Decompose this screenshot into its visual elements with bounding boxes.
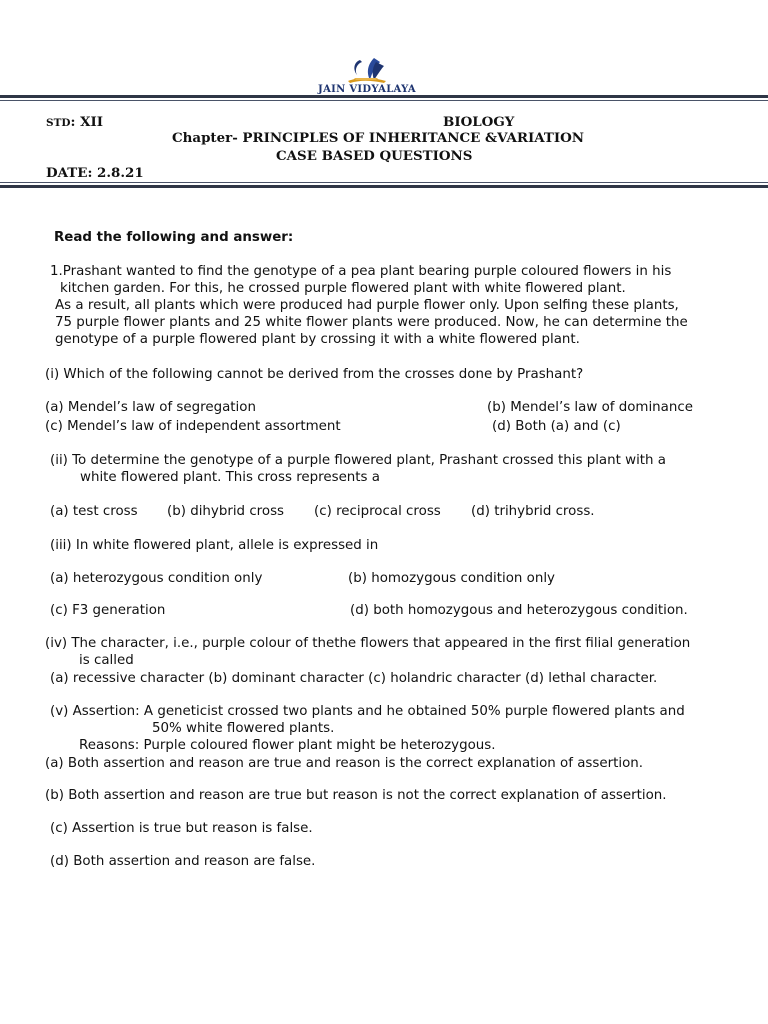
passage-line: genotype of a purple flowered plant by crossing it with a white flowered plant. <box>55 332 580 347</box>
question-5-assertion-continued: 50% white flowered plants. <box>152 721 335 736</box>
question-3: (iii) In white flowered plant, allele is expressed in <box>50 538 379 553</box>
q2-option-c: (c) reciprocal cross <box>314 504 441 519</box>
passage-line: As a result, all plants which were produced had purple flower only. Upon selfing these plants, <box>55 298 679 313</box>
q2-option-a: (a) test cross <box>50 504 138 519</box>
passage-line: kitchen garden. For this, he crossed purple flowered plant with white flowered plant. <box>60 281 626 296</box>
question-4-continued: is called <box>79 653 134 668</box>
question-4: (iv) The character, i.e., purple colour of thethe flowers that appeared in the first filial generation <box>45 636 691 651</box>
q2-option-b: (b) dihybrid cross <box>167 504 285 519</box>
passage-line: 75 purple flower plants and 25 white flower plants were produced. Now, he can determine the <box>55 315 688 330</box>
swan-emblem-icon <box>308 54 424 86</box>
q1-option-d: (d) Both (a) and (c) <box>492 419 621 434</box>
question-1: (i) Which of the following cannot be derived from the crosses done by Prashant? <box>45 367 584 382</box>
q3-option-b: (b) homozygous condition only <box>348 571 555 586</box>
chapter-title: Chapter- PRINCIPLES OF INHERITANCE &VARIATION <box>172 130 585 146</box>
worksheet-subtitle: CASE BASED QUESTIONS <box>276 148 473 164</box>
question-5-reason: Reasons: Purple coloured flower plant might be heterozygous. <box>79 738 496 753</box>
date-label: DATE: 2.8.21 <box>46 165 144 181</box>
q2-option-d: (d) trihybrid cross. <box>471 504 595 519</box>
header-bottom-rule <box>0 182 768 188</box>
q4-options: (a) recessive character (b) dominant character (c) holandric character (d) lethal character. <box>50 671 658 686</box>
instruction-text: Read the following and answer: <box>54 230 294 245</box>
q5-option-c: (c) Assertion is true but reason is false. <box>50 821 313 836</box>
q3-option-d: (d) both homozygous and heterozygous condition. <box>350 603 688 618</box>
q5-option-b: (b) Both assertion and reason are true but reason is not the correct explanation of assertion. <box>45 788 667 803</box>
q5-option-a: (a) Both assertion and reason are true and reason is the correct explanation of assertion. <box>45 756 644 771</box>
q1-option-c: (c) Mendel’s law of independent assortment <box>45 419 341 434</box>
standard-label: STD: XII <box>46 114 104 130</box>
q1-option-a: (a) Mendel’s law of segregation <box>45 400 256 415</box>
q1-option-b: (b) Mendel’s law of dominance <box>487 400 693 415</box>
q5-option-d: (d) Both assertion and reason are false. <box>50 854 316 869</box>
q3-option-a: (a) heterozygous condition only <box>50 571 263 586</box>
question-5-assertion: (v) Assertion: A geneticist crossed two plants and he obtained 50% purple flowered plants and <box>50 704 685 719</box>
passage-line: 1.Prashant wanted to find the genotype of a pea plant bearing purple coloured flowers in his <box>50 264 672 279</box>
subject-heading: BIOLOGY <box>443 114 515 130</box>
question-2: (ii) To determine the genotype of a purple flowered plant, Prashant crossed this plant with a <box>50 453 666 468</box>
q3-option-c: (c) F3 generation <box>50 603 166 618</box>
header-top-rule <box>0 95 768 101</box>
question-2-continued: white flowered plant. This cross represents a <box>80 470 380 485</box>
school-name: JAIN VIDYALAYA <box>318 84 416 95</box>
